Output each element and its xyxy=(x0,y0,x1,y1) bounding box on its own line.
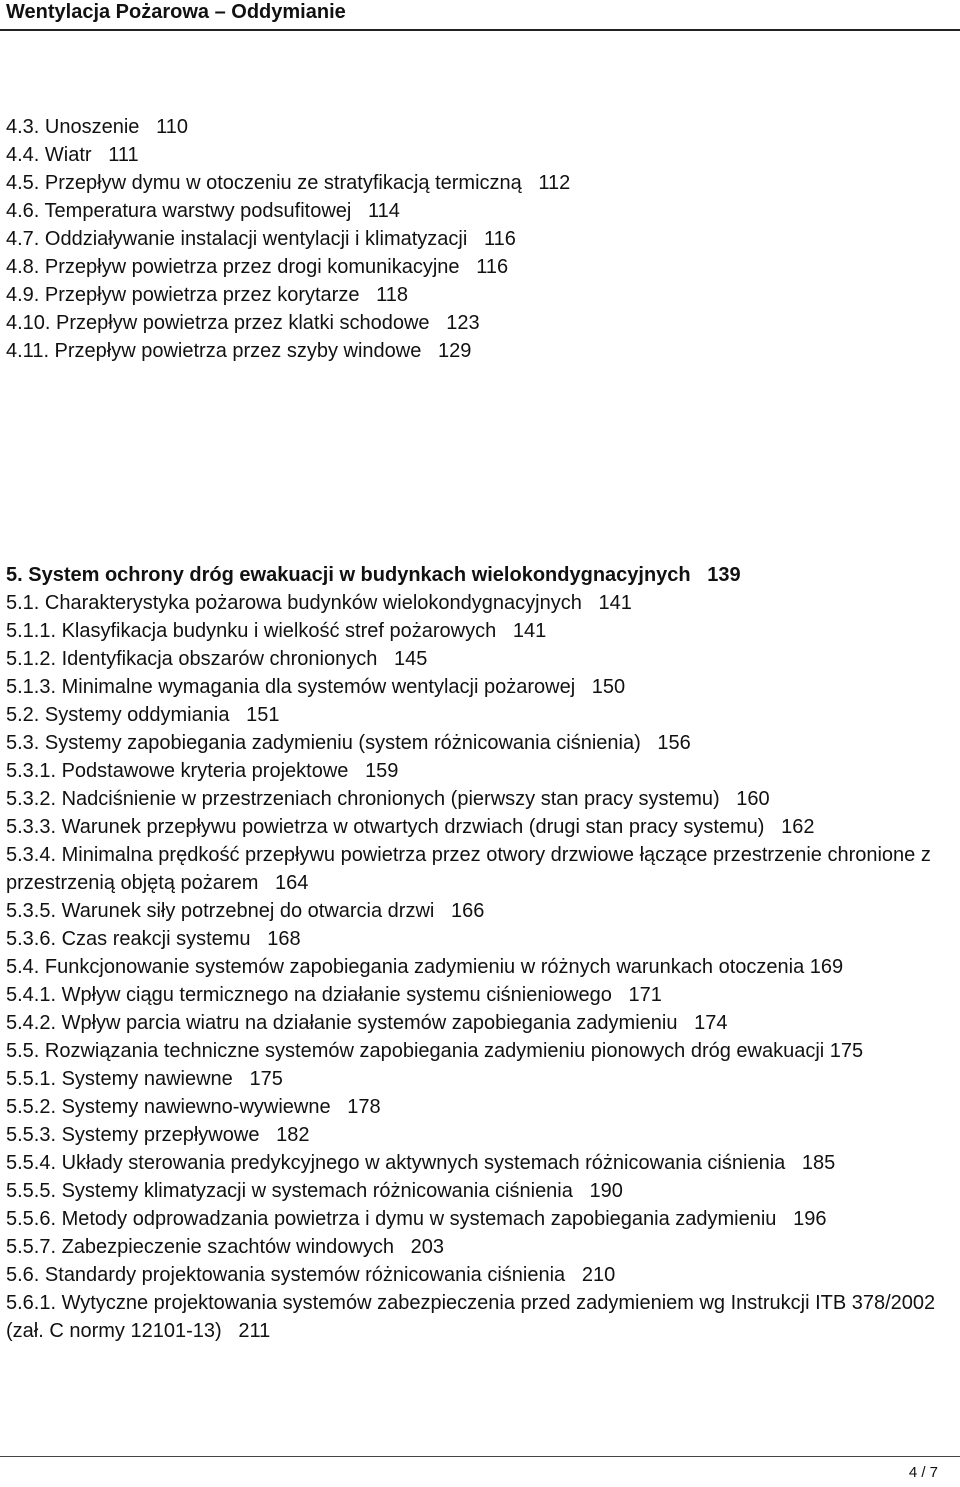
toc-item: 5.4. Funkcjonowanie systemów zapobiegania zadymieniu w różnych warunkach otoczenia 169 xyxy=(6,956,844,978)
toc-item: 5.5.5. Systemy klimatyzacji w systemach różnicowania ciśnienia 190 xyxy=(6,1180,623,1202)
toc-item: 5.5.2. Systemy nawiewno-wywiewne 178 xyxy=(6,1096,381,1118)
toc-item: 5.3.5. Warunek siły potrzebnej do otwarcia drzwi 166 xyxy=(6,900,485,922)
toc-item: 5.3.3. Warunek przepływu powietrza w otwartych drzwiach (drugi stan pracy systemu) 162 xyxy=(6,816,815,838)
toc-item: 5.1.2. Identyfikacja obszarów chronionych 145 xyxy=(6,648,428,670)
toc-item: 5.3. Systemy zapobiegania zadymieniu (system różnicowania ciśnienia) 156 xyxy=(6,732,691,754)
toc-item: 5.3.2. Nadciśnienie w przestrzeniach chronionych (pierwszy stan pracy systemu) 160 xyxy=(6,788,770,810)
toc-item: 5.2. Systemy oddymiania 151 xyxy=(6,704,280,726)
toc-item: 5.6.1. Wytyczne projektowania systemów zabezpieczenia przed zadymieniem wg Instrukcji ITB 378/2002 (zał. C normy 12101-13) 211 xyxy=(6,1292,941,1342)
toc-item: 5.5.6. Metody odprowadzania powietrza i dymu w systemach zapobiegania zadymieniu 196 xyxy=(6,1208,827,1230)
page-number: 4 / 7 xyxy=(908,1464,938,1481)
toc-item: 4.6. Temperatura warstwy podsufitowej 114 xyxy=(6,200,400,222)
toc-item: 4.7. Oddziaływanie instalacji wentylacji i klimatyzacji 116 xyxy=(6,228,516,250)
toc-item: 4.10. Przepływ powietrza przez klatki schodowe 123 xyxy=(6,312,480,334)
toc-item: 4.9. Przepływ powietrza przez korytarze 118 xyxy=(6,284,409,306)
toc-item: 4.11. Przepływ powietrza przez szyby windowe 129 xyxy=(6,340,472,362)
section-heading: 5. System ochrony dróg ewakuacji w budynkach wielokondygnacyjnych 139 xyxy=(6,564,741,586)
toc-item: 5.1.3. Minimalne wymagania dla systemów wentylacji pożarowej 150 xyxy=(6,676,626,698)
toc-section-5 xyxy=(6,561,956,1345)
toc-item: 4.5. Przepływ dymu w otoczeniu ze stratyfikacją termiczną 112 xyxy=(6,172,571,194)
toc-item: 5.3.4. Minimalna prędkość przepływu powietrza przez otwory drzwiowe łączące przestrzenie chronione z przestrzenią objętą pożarem 164 xyxy=(6,844,937,894)
document-title: Wentylacja Pożarowa – Oddymianie xyxy=(6,1,346,23)
toc-item: 5.6. Standardy projektowania systemów różnicowania ciśnienia 210 xyxy=(6,1264,616,1286)
toc-item: 4.8. Przepływ powietrza przez drogi komunikacyjne 116 xyxy=(6,256,509,278)
toc-item: 5.5.3. Systemy przepływowe 182 xyxy=(6,1124,310,1146)
footer-divider xyxy=(0,1456,960,1457)
toc-item: 5.4.1. Wpływ ciągu termicznego na działanie systemu ciśnieniowego 171 xyxy=(6,984,662,1006)
toc-section-4 xyxy=(6,113,956,365)
toc-item: 5.5.7. Zabezpieczenie szachtów windowych 203 xyxy=(6,1236,445,1258)
toc-item: 4.3. Unoszenie 110 xyxy=(6,116,188,138)
header-divider xyxy=(0,29,960,31)
toc-item: 5.5. Rozwiązania techniczne systemów zapobiegania zadymieniu pionowych dróg ewakuacji 175 xyxy=(6,1040,864,1062)
toc-item: 4.4. Wiatr 111 xyxy=(6,144,139,166)
toc-item: 5.1. Charakterystyka pożarowa budynków wielokondygnacyjnych 141 xyxy=(6,592,632,614)
toc-item: 5.1.1. Klasyfikacja budynku i wielkość stref pożarowych 141 xyxy=(6,620,547,642)
toc-item: 5.5.4. Układy sterowania predykcyjnego w aktywnych systemach różnicowania ciśnienia 185 xyxy=(6,1152,836,1174)
toc-item: 5.3.1. Podstawowe kryteria projektowe 159 xyxy=(6,760,399,782)
document-header xyxy=(0,0,960,36)
toc-item: 5.3.6. Czas reakcji systemu 168 xyxy=(6,928,301,950)
toc-item: 5.5.1. Systemy nawiewne 175 xyxy=(6,1068,283,1090)
toc-item: 5.4.2. Wpływ parcia wiatru na działanie systemów zapobiegania zadymieniu 174 xyxy=(6,1012,728,1034)
